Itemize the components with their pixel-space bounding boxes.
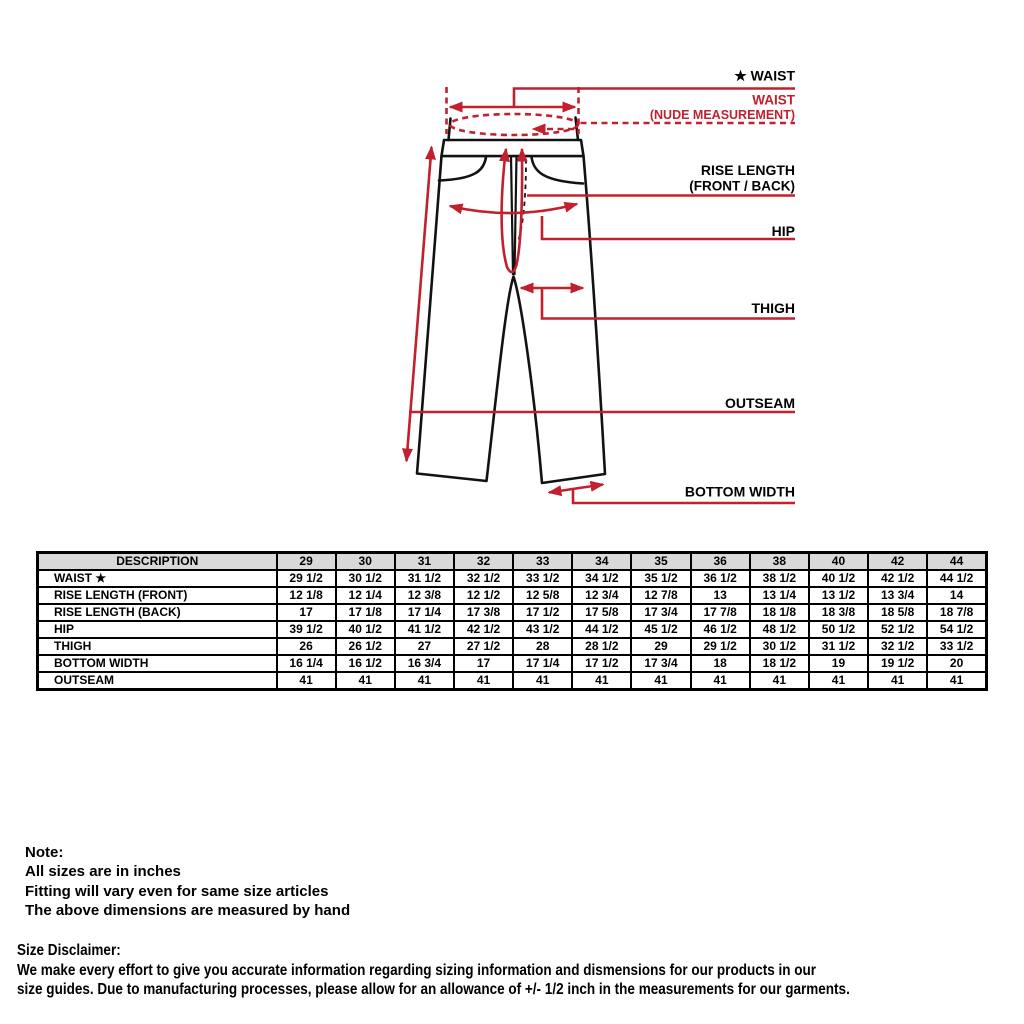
value-cell: 29 1/2 xyxy=(277,570,336,587)
value-cell: 41 xyxy=(631,672,690,690)
value-cell: 35 1/2 xyxy=(631,570,690,587)
note-line: All sizes are in inches xyxy=(25,863,181,881)
value-cell: 13 3/4 xyxy=(868,587,927,604)
nude-waist-label-line1: WAIST xyxy=(752,92,795,108)
table-row xyxy=(38,621,987,638)
size-table-header xyxy=(38,553,987,571)
value-cell: 20 xyxy=(927,655,986,672)
row-label-cell: RISE LENGTH (FRONT) xyxy=(38,587,277,604)
value-cell: 18 1/8 xyxy=(750,604,809,621)
value-cell: 27 xyxy=(395,638,454,655)
bottom-width-label: BOTTOM WIDTH xyxy=(684,483,795,500)
nude-waist-ellipse xyxy=(450,114,578,135)
value-cell: 17 3/4 xyxy=(631,655,690,672)
value-cell: 13 xyxy=(691,587,750,604)
value-cell: 42 1/2 xyxy=(868,570,927,587)
value-cell: 17 1/4 xyxy=(513,655,572,672)
notes-section xyxy=(25,843,350,920)
value-cell: 28 xyxy=(513,638,572,655)
value-cell: 17 1/4 xyxy=(395,604,454,621)
value-cell: 14 xyxy=(927,587,986,604)
rise-length-label-line1: RISE LENGTH xyxy=(700,162,795,178)
size-column-header: 31 xyxy=(395,553,454,571)
value-cell: 18 5/8 xyxy=(868,604,927,621)
table-row xyxy=(38,587,987,604)
value-cell: 45 1/2 xyxy=(631,621,690,638)
row-label-cell: WAIST ★ xyxy=(38,570,277,587)
size-column-header: 38 xyxy=(750,553,809,571)
value-cell: 12 1/2 xyxy=(454,587,513,604)
value-cell: 29 1/2 xyxy=(691,638,750,655)
value-cell: 17 1/8 xyxy=(336,604,395,621)
value-cell: 30 1/2 xyxy=(750,638,809,655)
value-cell: 40 1/2 xyxy=(336,621,395,638)
value-cell: 16 3/4 xyxy=(395,655,454,672)
value-cell: 17 3/4 xyxy=(631,604,690,621)
value-cell: 41 xyxy=(454,672,513,690)
row-label-cell: RISE LENGTH (BACK) xyxy=(38,604,277,621)
value-cell: 18 1/2 xyxy=(750,655,809,672)
value-cell: 32 1/2 xyxy=(454,570,513,587)
value-cell: 44 1/2 xyxy=(927,570,986,587)
value-cell: 18 xyxy=(691,655,750,672)
value-cell: 41 xyxy=(868,672,927,690)
value-cell: 12 5/8 xyxy=(513,587,572,604)
value-cell: 50 1/2 xyxy=(809,621,868,638)
size-column-header: 34 xyxy=(572,553,631,571)
disclaimer-heading: Size Disclaimer: xyxy=(17,942,121,959)
value-cell: 12 1/4 xyxy=(336,587,395,604)
thigh-label: THIGH xyxy=(751,300,795,316)
size-table xyxy=(36,551,988,691)
value-cell: 38 1/2 xyxy=(750,570,809,587)
size-column-header: 40 xyxy=(809,553,868,571)
table-row xyxy=(38,672,987,690)
disclaimer-line: size guides. Due to manufacturing processes, please allow for an allowance of +/- 1/2 inch in the measurements for our garments. xyxy=(17,981,850,998)
notes-heading: Note: xyxy=(25,844,64,861)
value-cell: 42 1/2 xyxy=(454,621,513,638)
value-cell: 41 xyxy=(750,672,809,690)
table-row xyxy=(38,570,987,587)
header-row xyxy=(38,553,987,571)
value-cell: 41 xyxy=(691,672,750,690)
row-label-cell: HIP xyxy=(38,621,277,638)
value-cell: 16 1/2 xyxy=(336,655,395,672)
value-cell: 54 1/2 xyxy=(927,621,986,638)
value-cell: 17 1/2 xyxy=(572,655,631,672)
value-cell: 12 1/8 xyxy=(277,587,336,604)
value-cell: 16 1/4 xyxy=(277,655,336,672)
value-cell: 18 7/8 xyxy=(927,604,986,621)
value-cell: 44 1/2 xyxy=(572,621,631,638)
value-cell: 27 1/2 xyxy=(454,638,513,655)
size-column-header: 42 xyxy=(868,553,927,571)
rise-length-label-line2: (FRONT / BACK) xyxy=(689,178,795,194)
pants-outline xyxy=(417,118,605,484)
value-cell: 12 3/8 xyxy=(395,587,454,604)
note-line: The above dimensions are measured by hand xyxy=(25,901,351,919)
value-cell: 41 1/2 xyxy=(395,621,454,638)
value-cell: 18 3/8 xyxy=(809,604,868,621)
size-column-header: 35 xyxy=(631,553,690,571)
value-cell: 17 1/2 xyxy=(513,604,572,621)
value-cell: 26 xyxy=(277,638,336,655)
table-row xyxy=(38,638,987,655)
size-column-header: 32 xyxy=(454,553,513,571)
value-cell: 13 1/4 xyxy=(750,587,809,604)
value-cell: 17 7/8 xyxy=(691,604,750,621)
table-row xyxy=(38,655,987,672)
value-cell: 28 1/2 xyxy=(572,638,631,655)
value-cell: 43 1/2 xyxy=(513,621,572,638)
value-cell: 46 1/2 xyxy=(691,621,750,638)
value-cell: 19 1/2 xyxy=(868,655,927,672)
value-cell: 17 3/8 xyxy=(454,604,513,621)
value-cell: 32 1/2 xyxy=(868,638,927,655)
value-cell: 41 xyxy=(513,672,572,690)
size-column-header: 44 xyxy=(927,553,986,571)
value-cell: 17 xyxy=(454,655,513,672)
description-header-cell: DESCRIPTION xyxy=(38,553,277,571)
value-cell: 34 1/2 xyxy=(572,570,631,587)
value-cell: 31 1/2 xyxy=(395,570,454,587)
row-label-cell: THIGH xyxy=(38,638,277,655)
size-column-header: 36 xyxy=(691,553,750,571)
value-cell: 17 xyxy=(277,604,336,621)
value-cell: 31 1/2 xyxy=(809,638,868,655)
value-cell: 19 xyxy=(809,655,868,672)
disclaimer-line: We make every effort to give you accurate information regarding sizing information and dismensions for our products in our xyxy=(17,961,817,979)
value-cell: 41 xyxy=(572,672,631,690)
hip-label: HIP xyxy=(771,223,795,239)
value-cell: 30 1/2 xyxy=(336,570,395,587)
waistband xyxy=(442,140,584,156)
waist-label: ★ WAIST xyxy=(734,67,795,84)
diagram-labels xyxy=(650,68,796,500)
row-label-cell: BOTTOM WIDTH xyxy=(38,655,277,672)
nude-waist-label-line2: (NUDE MEASUREMENT) xyxy=(649,108,795,122)
value-cell: 52 1/2 xyxy=(868,621,927,638)
value-cell: 36 1/2 xyxy=(691,570,750,587)
row-label-cell: OUTSEAM xyxy=(38,672,277,690)
outseam-label: OUTSEAM xyxy=(725,395,795,411)
value-cell: 29 xyxy=(631,638,690,655)
value-cell: 33 1/2 xyxy=(927,638,986,655)
value-cell: 48 1/2 xyxy=(750,621,809,638)
value-cell: 12 7/8 xyxy=(631,587,690,604)
table-row xyxy=(38,604,987,621)
disclaimer-section xyxy=(17,941,1024,1000)
value-cell: 41 xyxy=(336,672,395,690)
value-cell: 41 xyxy=(809,672,868,690)
size-column-header: 33 xyxy=(513,553,572,571)
value-cell: 40 1/2 xyxy=(809,570,868,587)
belt-loop-left xyxy=(449,119,451,141)
value-cell: 13 1/2 xyxy=(809,587,868,604)
value-cell: 33 1/2 xyxy=(513,570,572,587)
size-table-section xyxy=(36,551,988,691)
size-table-body xyxy=(38,570,987,690)
value-cell: 26 1/2 xyxy=(336,638,395,655)
note-line: Fitting will vary even for same size articles xyxy=(25,882,329,900)
bottom-width-arrow xyxy=(549,485,603,493)
value-cell: 39 1/2 xyxy=(277,621,336,638)
value-cell: 41 xyxy=(927,672,986,690)
value-cell: 41 xyxy=(395,672,454,690)
value-cell: 41 xyxy=(277,672,336,690)
size-column-header: 29 xyxy=(277,553,336,571)
value-cell: 17 5/8 xyxy=(572,604,631,621)
value-cell: 12 3/4 xyxy=(572,587,631,604)
size-column-header: 30 xyxy=(336,553,395,571)
